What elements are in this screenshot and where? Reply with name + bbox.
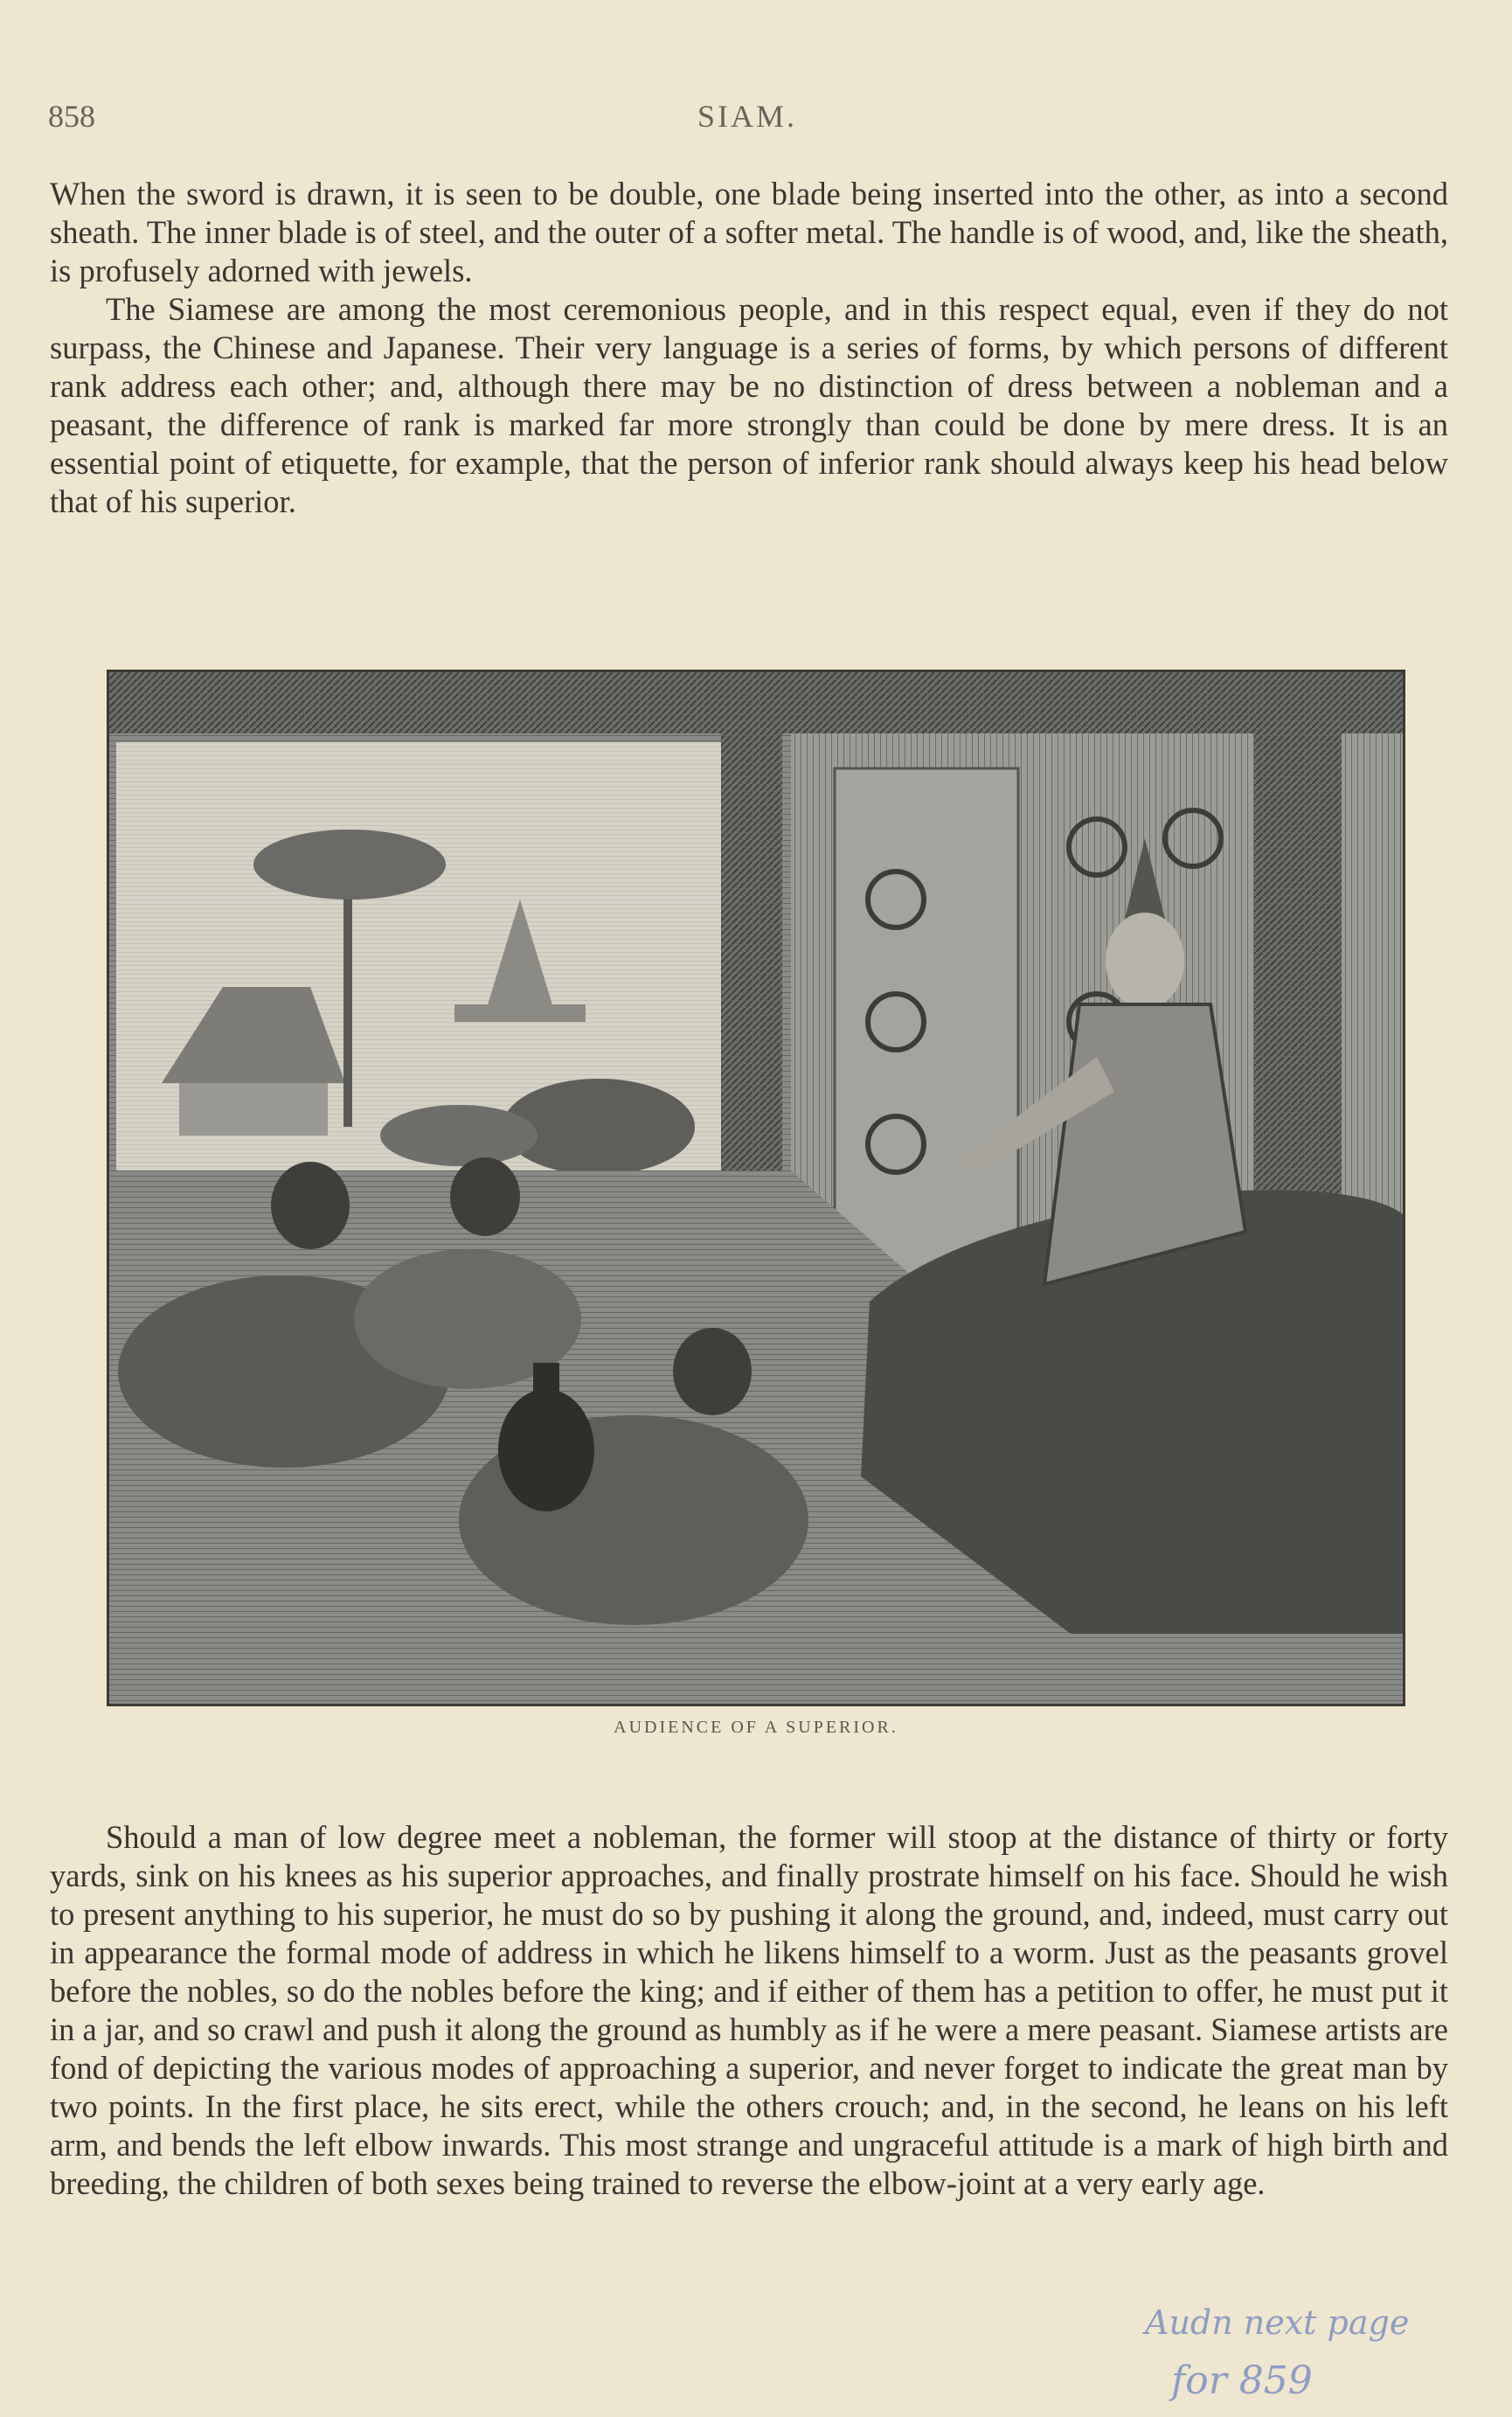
pencil-note [1136, 2290, 1512, 2413]
note-line-1: Audn next page [1145, 2303, 1410, 2342]
audience-engraving [109, 672, 1403, 1704]
page-header [48, 98, 1446, 142]
page-number: 858 [48, 99, 95, 134]
paragraph-ceremonious: The Siamese are among the most ceremonious people, and in this respect equal, even if they do not surpass, the Chinese and Japanese. Their very language is a series of forms, by which persons of different rank address each other; and, although there may be no distinction of dress between a nobleman and a peasant, the difference of rank is marked far more strongly than could be done by mere dress. It is an essential point of etiquette, for example, that the person of inferior rank should always keep his head below that of his superior. [50, 291, 1448, 519]
paragraph-low-degree: Should a man of low degree meet a nobleman, the former will stoop at the distance of thirty or forty yards, sink on his knees as his superior approaches, and finally prostrate himself on his face. Should he wish to present anything to his superior, he must do so by pushing it along the ground, and, indeed, must carry out in appearance the formal mode of address in which he likens himself to a worm. Just as the peasants grovel before the nobles, so do the nobles before the king; and if either of them has a petition to offer, he must put it in a jar, and so crawl and push it along the ground as humbly as if he were a mere peasant. Siamese artists are fond of depicting the various modes of approaching a superior, and never forget to indicate the great man by two points. In the first place, he sits erect, while the others crouch; and, in the second, he leans on his left arm, and bends the left elbow inwards. This most strange and ungraceful attitude is a mark of high birth and breeding, the children of both sexes being trained to reverse the elbow-joint at a very early age. [50, 1819, 1448, 2201]
figure-caption: AUDIENCE OF A SUPERIOR. [614, 1718, 898, 1737]
text-block-top [50, 175, 1448, 521]
paragraph-sword: When the sword is drawn, it is seen to be double, one blade being inserted into the other, as into a second sheath. The inner blade is of steel, and the outer of a softer metal. The handle is of wood, and, like the sheath, is profusely adorned with jewels. [50, 176, 1448, 288]
engraving-illustration [107, 670, 1405, 1706]
note-line-2: for 859 [1171, 2358, 1313, 2403]
handwritten-pencil-note [1136, 2290, 1512, 2413]
text-block-bottom [50, 1818, 1448, 2203]
running-head: SIAM. [697, 99, 798, 134]
